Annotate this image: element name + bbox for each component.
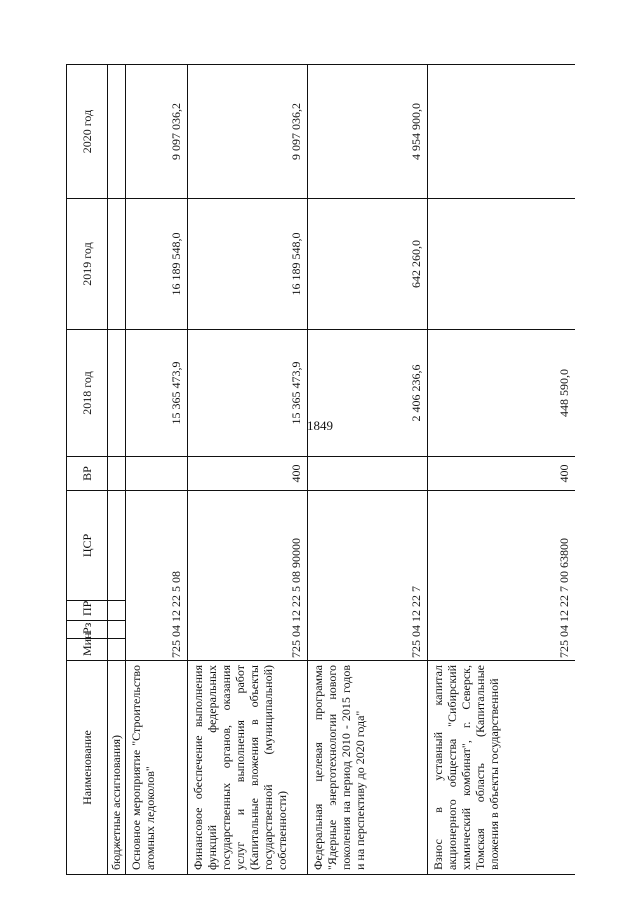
budget-table (66, 64, 575, 875)
row-code: 725 04 12 22 7 00 63800 (428, 491, 576, 661)
header-csr: ЦСР (67, 491, 108, 601)
row-vr: 400 (428, 457, 576, 491)
row-code: 725 04 12 22 5 08 90000 (188, 491, 308, 661)
header-rz: Рз (67, 621, 108, 639)
row-vr (308, 457, 428, 491)
table-row (308, 65, 428, 875)
row-name: Финансовое обеспечение выполнения функций федеральных государственных органов, оказания услуг и выполнения работ (Капитальные вложения в объекты государственной (муниципальной) собственности) (188, 661, 308, 875)
row-2020: 9 097 036,2 (188, 65, 308, 199)
header-2019: 2019 год (67, 199, 108, 330)
row-2019: 16 189 548,0 (188, 199, 308, 330)
header-name: Наименование (67, 661, 108, 875)
header-min: Мин (67, 639, 108, 661)
table-row (188, 65, 308, 875)
row-vr: 400 (188, 457, 308, 491)
row-2020: 9 097 036,2 (126, 65, 188, 199)
header-2020: 2020 год (67, 65, 108, 199)
row-name: Основное мероприятие "Строительство атомных ледоколов" (126, 661, 188, 875)
row-2018: 15 365 473,9 (188, 330, 308, 457)
row-code: 725 04 12 22 7 (308, 491, 428, 661)
table-row (428, 65, 576, 875)
page-number: 1849 (307, 418, 333, 433)
row-name: Федеральная целевая программа "Ядерные энерготехнологии нового поколения на период 2010 - 2015 годов и на перспективу до 2020 года" (308, 661, 428, 875)
row-2018: 448 590,0 (428, 330, 576, 457)
intro-text: бюджетные ассигнования) (108, 661, 126, 875)
row-2018: 15 365 473,9 (126, 330, 188, 457)
header-2018: 2018 год (67, 330, 108, 457)
table-row-intro (108, 65, 126, 875)
row-2020: 4 954 900,0 (308, 65, 428, 199)
row-2019: 642 260,0 (308, 199, 428, 330)
header-vr: ВР (67, 457, 108, 491)
rotated-page-content (66, 65, 596, 875)
header-pr: ПР (67, 601, 108, 621)
row-2020 (428, 65, 576, 199)
row-2018: 2 406 236,6 (308, 330, 428, 457)
row-name: Взнос в уставный капитал акционерного общества "Сибирский химический комбинат", г. Северск, Томская область (Капитальные вложения в объекты государственной (428, 661, 576, 875)
row-vr (126, 457, 188, 491)
table-header-row (67, 65, 108, 875)
row-2019: 16 189 548,0 (126, 199, 188, 330)
row-code: 725 04 12 22 5 08 (126, 491, 188, 661)
row-2019 (428, 199, 576, 330)
table-row (126, 65, 188, 875)
